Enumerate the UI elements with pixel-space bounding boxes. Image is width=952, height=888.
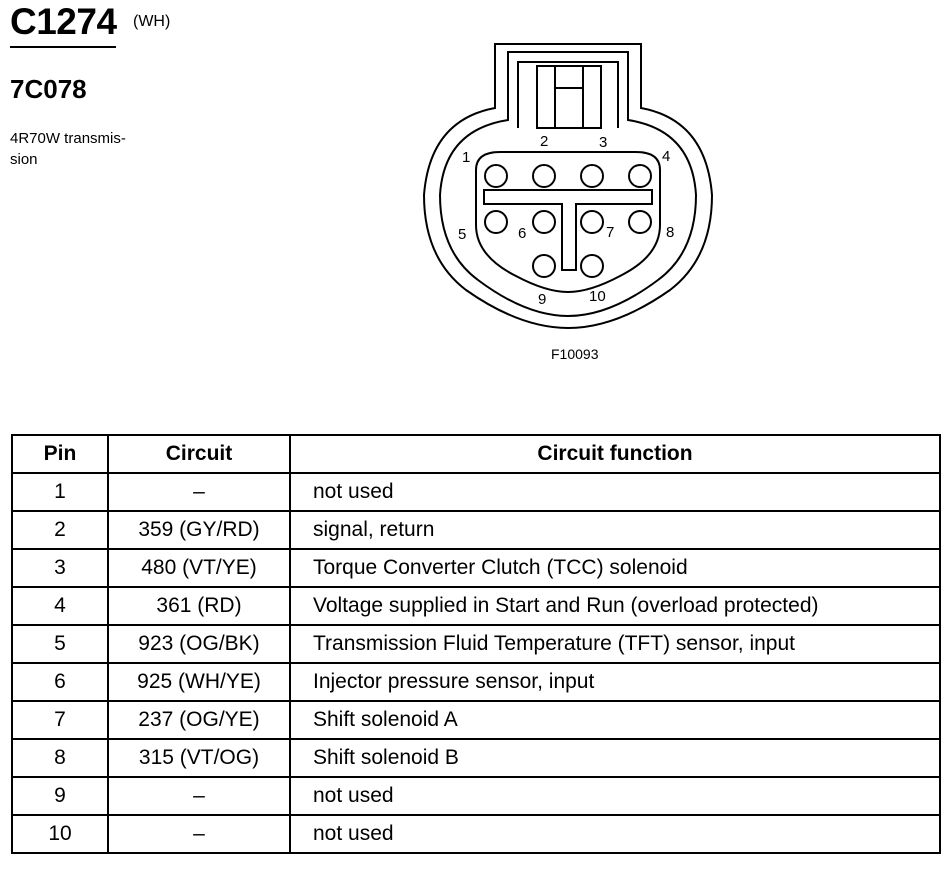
function-cell: Shift solenoid B <box>290 739 940 777</box>
pin-cell: 3 <box>12 549 108 587</box>
pin-10 <box>581 255 603 277</box>
circuit-cell: 359 (GY/RD) <box>108 511 290 549</box>
table-row <box>12 549 940 587</box>
pin-label-3: 3 <box>599 134 608 151</box>
table-row <box>12 625 940 663</box>
pin-label-6: 6 <box>518 225 527 242</box>
circuit-cell: 361 (RD) <box>108 587 290 625</box>
pin-1 <box>485 165 507 187</box>
circuit-cell: 315 (VT/OG) <box>108 739 290 777</box>
function-cell: Voltage supplied in Start and Run (overload protected) <box>290 587 940 625</box>
pin-cell: 7 <box>12 701 108 739</box>
figure-code: F10093 <box>551 346 599 362</box>
polarizing-key <box>484 190 652 270</box>
pin-8 <box>629 211 651 233</box>
part-number: 7C078 <box>10 74 87 104</box>
pin-label-4: 4 <box>662 148 671 165</box>
function-cell: Shift solenoid A <box>290 701 940 739</box>
function-cell: not used <box>290 473 940 511</box>
table-row <box>12 777 940 815</box>
circuit-cell: – <box>108 777 290 815</box>
table-row <box>12 739 940 777</box>
circuit-cell: 925 (WH/YE) <box>108 663 290 701</box>
pin-5 <box>485 211 507 233</box>
description-line-2: sion <box>10 151 38 168</box>
locking-tab <box>518 62 618 128</box>
connector-color-code: (WH) <box>133 13 171 30</box>
pin-cell: 8 <box>12 739 108 777</box>
function-cell: Injector pressure sensor, input <box>290 663 940 701</box>
pin-label-1: 1 <box>462 149 471 166</box>
circuit-cell: 237 (OG/YE) <box>108 701 290 739</box>
pin-cell: 1 <box>12 473 108 511</box>
connector-outer-shell <box>424 44 712 328</box>
pin-cell: 4 <box>12 587 108 625</box>
connector-id: C1274 <box>10 1 117 42</box>
pin-cell: 6 <box>12 663 108 701</box>
pin-cell: 9 <box>12 777 108 815</box>
pin-cell: 5 <box>12 625 108 663</box>
pin-cell: 2 <box>12 511 108 549</box>
circuit-cell: – <box>108 815 290 853</box>
pin-label-10: 10 <box>589 288 606 305</box>
description-line-1: 4R70W transmis- <box>10 130 126 147</box>
table-header-row <box>12 435 940 473</box>
locking-tab-latch <box>537 66 601 128</box>
pin-6 <box>533 211 555 233</box>
pin-label-2: 2 <box>540 133 549 150</box>
header-circuit: Circuit <box>108 435 290 473</box>
connector-face-diagram <box>0 0 952 400</box>
header-circuit-function: Circuit function <box>290 435 940 473</box>
pinout-table <box>11 434 941 854</box>
connector-inner-shell <box>440 52 696 316</box>
table-row <box>12 701 940 739</box>
pin-2 <box>533 165 555 187</box>
pin-label-8: 8 <box>666 224 675 241</box>
pin-cell: 10 <box>12 815 108 853</box>
table-row <box>12 473 940 511</box>
pin-label-5: 5 <box>458 226 467 243</box>
table-row <box>12 511 940 549</box>
pin-9 <box>533 255 555 277</box>
pin-3 <box>581 165 603 187</box>
pin-7 <box>581 211 603 233</box>
pin-4 <box>629 165 651 187</box>
pin-label-7: 7 <box>606 224 615 241</box>
circuit-cell: 923 (OG/BK) <box>108 625 290 663</box>
function-cell: not used <box>290 777 940 815</box>
table-row <box>12 815 940 853</box>
circuit-cell: 480 (VT/YE) <box>108 549 290 587</box>
locking-tab-window <box>555 66 583 88</box>
header-pin: Pin <box>12 435 108 473</box>
circuit-cell: – <box>108 473 290 511</box>
pin-label-9: 9 <box>538 291 547 308</box>
function-cell: Torque Converter Clutch (TCC) solenoid <box>290 549 940 587</box>
table-row <box>12 663 940 701</box>
function-cell: not used <box>290 815 940 853</box>
function-cell: signal, return <box>290 511 940 549</box>
function-cell: Transmission Fluid Temperature (TFT) sensor, input <box>290 625 940 663</box>
table-row <box>12 587 940 625</box>
